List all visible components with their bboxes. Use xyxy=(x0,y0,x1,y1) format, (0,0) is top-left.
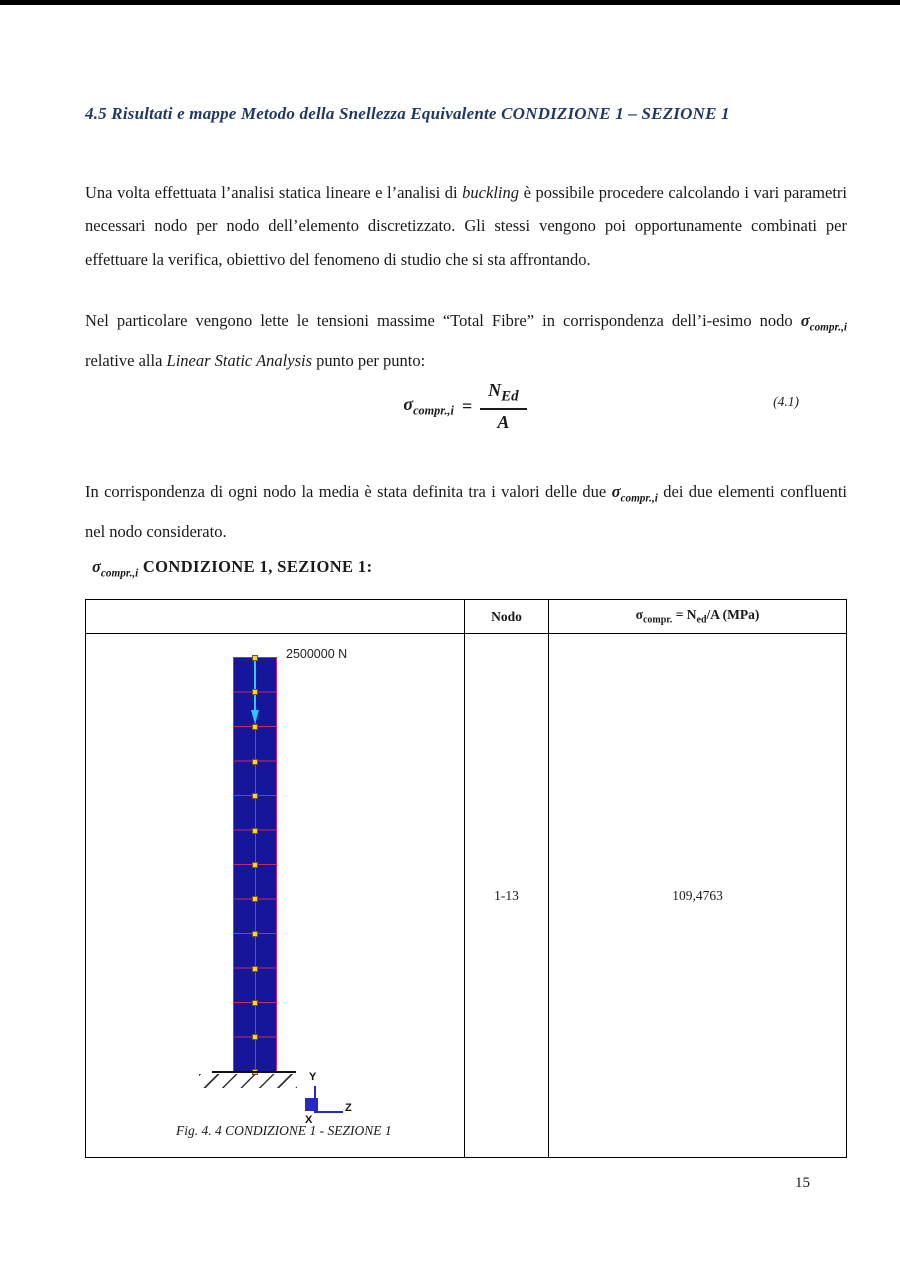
italic-term: Linear Static Analysis xyxy=(166,351,312,371)
page-number: 15 xyxy=(795,1175,810,1191)
equation-number: (4.1) xyxy=(773,394,799,409)
mesh-node xyxy=(252,828,258,834)
paragraph-text: punto per punto: xyxy=(312,351,426,371)
mesh-node xyxy=(252,655,258,661)
mesh-node xyxy=(252,862,258,868)
mesh-node xyxy=(252,931,258,937)
table-title-text: CONDIZIONE 1, SEZIONE 1: xyxy=(138,557,373,576)
results-table xyxy=(85,599,847,1158)
figure-cell xyxy=(86,634,465,1158)
fraction-denominator: A xyxy=(497,411,510,432)
load-arrow-head-icon xyxy=(251,710,259,724)
paragraph-text: relative alla xyxy=(85,351,167,371)
paragraph-text: è possibile procedere calcolando i vari parametri necessari nodo per nodo dell’elemento discretizzato. Gli stessi vengono poi opportunamente combinati per effettuare la verifica, obiettivo del fenomeno di studio che si sta affrontando. xyxy=(85,182,847,269)
load-arrow-icon xyxy=(254,658,256,710)
paragraph-intro xyxy=(85,176,847,277)
column-mesh xyxy=(233,657,277,1073)
fraction-numerator: $N_{Ed}$ xyxy=(480,380,527,410)
sigma-value-cell: 109,4763 xyxy=(549,634,847,1158)
paragraph-text: Nel particolare vengono lette le tensioni massime “Total Fibre” in corrispondenza dell’i-esimo nodo xyxy=(85,310,801,330)
axis-x-label: X xyxy=(305,1114,313,1126)
mesh-node xyxy=(252,1034,258,1040)
sigma-symbol: $\sigma_{compr.,i}$ xyxy=(800,310,847,333)
load-value-label: 2500000 N xyxy=(286,647,348,661)
fraction xyxy=(480,380,527,433)
paragraph-average xyxy=(85,475,847,549)
mesh-node xyxy=(252,1000,258,1006)
nodo-value-cell: 1-13 xyxy=(465,634,549,1158)
equation-body xyxy=(403,380,526,433)
axis-origin-icon xyxy=(305,1098,318,1111)
support-hatching xyxy=(199,1074,297,1088)
sigma-symbol: $\sigma_{compr.,i}$ xyxy=(92,557,139,580)
support-ground-line xyxy=(212,1071,296,1073)
header-figure-cell xyxy=(86,600,465,634)
axis-y-label: Y xyxy=(309,1071,317,1083)
axis-z-line xyxy=(314,1111,343,1113)
paragraph-tensions xyxy=(85,304,847,378)
column-model-figure xyxy=(86,634,464,1157)
sigma-symbol: $\sigma_{compr.,i}$ xyxy=(611,481,658,504)
axis-z-label: Z xyxy=(345,1102,352,1114)
paragraph-text: In corrispondenza di ogni nodo la media è stata definita tra i valori delle due xyxy=(85,481,612,501)
mesh-node xyxy=(252,896,258,902)
sigma-symbol: $\sigma_{compr.,i}$ xyxy=(403,394,454,418)
paragraph-text: dei due elementi confluenti nel nodo considerato. xyxy=(85,481,847,542)
mesh-node xyxy=(252,793,258,799)
scan-edge-strip xyxy=(0,0,900,5)
section-heading: 4.5 Risultati e mappe Metodo della Snellezza Equivalente CONDIZIONE 1 – SEZIONE 1 xyxy=(85,104,730,123)
paragraph-text: Una volta effettuata l’analisi statica lineare e l’analisi di xyxy=(85,182,463,202)
equals-sign: = xyxy=(461,395,473,416)
table-row xyxy=(86,634,847,1158)
header-nodo: Nodo xyxy=(465,600,549,634)
italic-term: buckling xyxy=(462,182,519,202)
equation-4-1 xyxy=(85,376,845,440)
header-sigma-formula: $\sigma_{compr.} = N_{ed}/A$ (MPa) xyxy=(549,600,847,634)
figure-caption: Fig. 4. 4 CONDIZIONE 1 - SEZIONE 1 xyxy=(176,1123,392,1138)
mesh-node xyxy=(252,689,258,695)
table-header-row xyxy=(86,600,847,634)
table-title xyxy=(92,557,372,579)
mesh-node xyxy=(252,759,258,765)
mesh-node xyxy=(252,724,258,730)
mesh-node xyxy=(252,966,258,972)
